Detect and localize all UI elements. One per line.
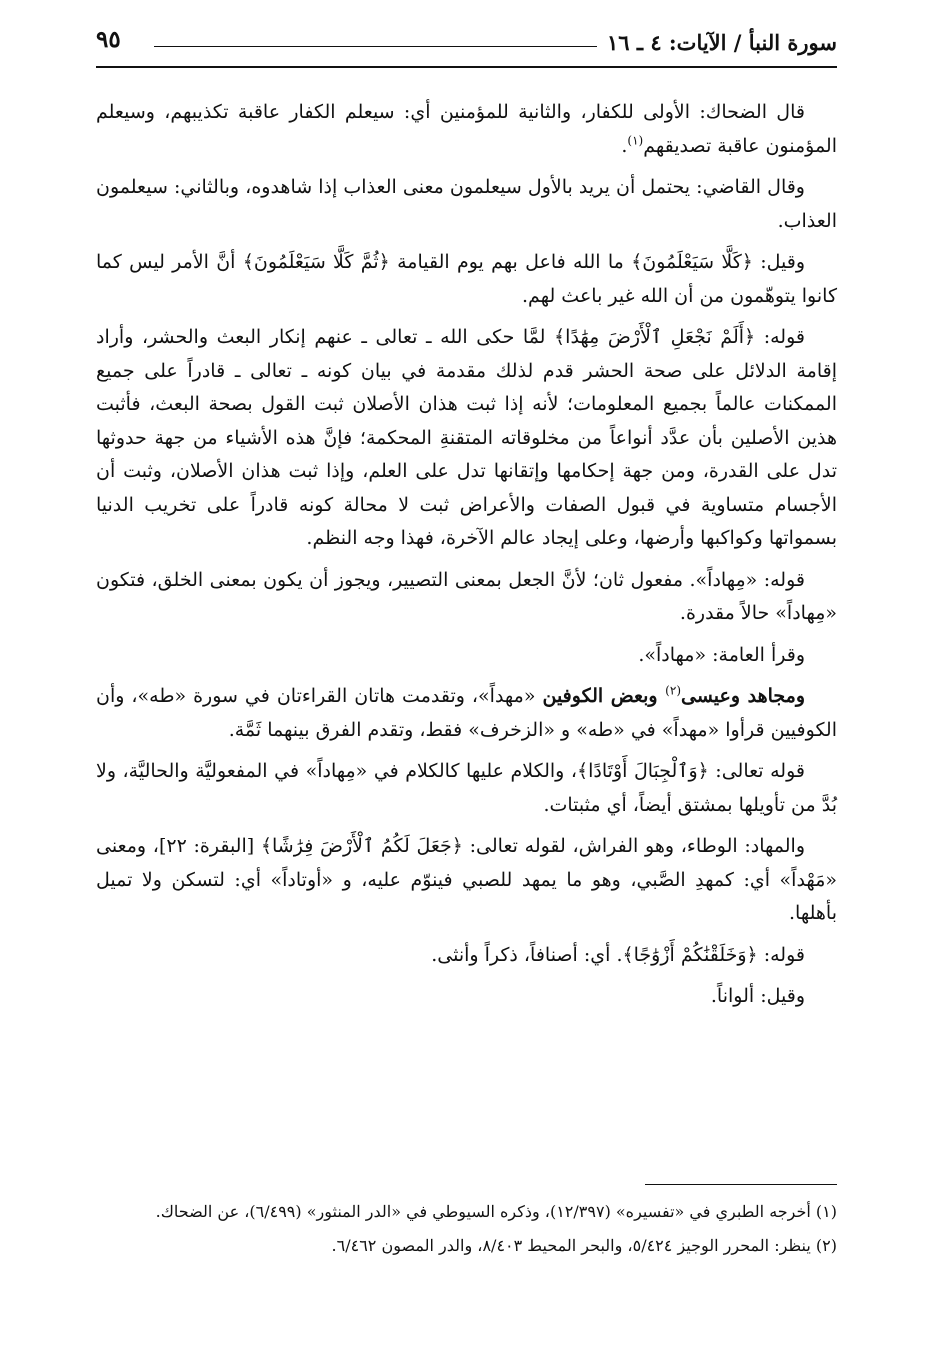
main-text [96,96,837,1022]
paragraph-qadi: وقال القاضي: يحتمل أن يريد بالأول سيعلمون معنى العذاب إذا شاهدوه، وبالثاني: سيعلمون العذاب. [96,176,837,232]
paragraph-qila: وقيل: ﴿كَلَّا سَيَعْلَمُونَ﴾ ما الله فاعل بهم يوم القيامة ﴿ثُمَّ كَلَّا سَيَعْلَمُونَ﴾ أنَّ الأمر ليس كما كانوا يتوهّمون من أن الله غير باعث لهم. [96,251,837,307]
paragraph-amma-reading: وقرأ العامة: «مهاداً». [638,643,805,666]
paragraph-mihad-intro: قوله: ﴿أَلَمْ نَجْعَلِ ٱلْأَرْضَ مِهَٰدًا﴾ لمَّا حكى الله ـ تعالى ـ عنهم إنكار البعث والحشر، وأراد إقامة الدلائل على صحة الحشر قدم لذلك مقدمة في بيان كونه ـ تعالى ـ قادراً على جميع الممكنات عالماً بجميع المعلومات؛ لأنه إذا ثبت هذان الأصلان ثبت القول بصحة البعث، فأثبت هذين الأصلين بأن عدَّد أنواعاً من مخلوقاته المتقنةِ المحكمة؛ فإنَّ هذه الأشياء من جهة حدوثها تدل على القدرة، ومن جهة إحكامها وإتقانها تدل على العلم، وإذا ثبت هذان الأصلان، وثبت أن الأجسام متساوية في قبول الصفات والأعراض ثبت لا محالة كونه قادراً على تخريب الدنيا بسمواتها وكواكبها وأرضها، وعلى إيجاد عالم الآخرة، فهذا وجه النظم. [96,326,837,549]
bold-kufiyyin: وبعض الكوفين [542,685,666,707]
footnote-ref-2: (٢) [665,683,681,698]
header-dash-line [154,46,597,47]
bold-names: ومجاهد وعيسى [681,685,805,707]
paragraph-text: قال الضحاك: الأولى للكفار، والثانية للمؤمنين أي: سيعلم الكفار عاقبة تكذيبهم، وسيعلم المؤمنون عاقبة تصديقهم [96,101,837,157]
header-rule [96,66,837,68]
paragraph-tail: . [621,134,628,157]
footnote-divider [645,1184,837,1185]
footnote-ref-1: (١) [627,133,644,148]
footnotes [96,1198,837,1266]
header-title: سورة النبأ / الآيات: ٤ ـ ١٦ [606,30,837,55]
footnote-2: (٢) ينظر: المحرر الوجيز ٥/٤٢٤، والبحر المحيط ٨/٤٠٣، والدر المصون ٦/٤٦٢. [331,1236,837,1255]
paragraph-alwan: وقيل: ألواناً. [710,985,805,1007]
paragraph-mihad-meaning: والمهاد: الوطاء، وهو الفراش، لقوله تعالى: ﴿جَعَلَ لَكُمُ ٱلْأَرْضَ فِرَٰشًا﴾ [البقرة: ٢٢]، ومعنى «مَهْداً» أي: كمهدِ الصَّبي، وهو ما يمهد للصبي فينوّم عليه، و «أوتاداً» أي: لتسكن ولا تميل بأهلها. [96,835,837,924]
paragraph-mujahid-reading [96,680,837,747]
page-header [96,24,837,68]
paragraph-text: «مهداً»، وتقدمت هاتان القراءتان في سورة «طه»، وأن الكوفيين قرأوا «مهداً» في «طه» و «الزخرف» فقط، وتقدم الفرق بينهما ثَمَّة. [96,685,837,741]
paragraph-azwaj: قوله: ﴿وَخَلَقْنَٰكُمْ أَزْوَٰجًا﴾. أي: أصنافاً، ذكراً وأنثى. [431,943,805,966]
footnote-1: (١) أخرجه الطبري في «تفسيره» (١٢/٣٩٧)، وذكره السيوطي في «الدر المنثور» (٦/٤٩٩)، عن الضحاك. [155,1202,837,1221]
page-number: ٩٥ [96,26,121,53]
paragraph-dahhak [96,96,837,163]
paragraph-mihad-grammar: قوله: «مِهاداً». مفعول ثان؛ لأنَّ الجعل بمعنى التصيير، ويجوز أن يكون بمعنى الخلق، فتكون «مِهاداً» حالاً مقدرة. [96,568,837,624]
paragraph-awtad: قوله تعالى: ﴿وَٱلْجِبَالَ أَوْتَادًا﴾، والكلام عليها كالكلام في «مِهاداً» في المفعوليَّة والحاليَّة، ولا بُدَّ من تأويلها بمشتق أيضاً، أي مثبتات. [96,760,837,816]
